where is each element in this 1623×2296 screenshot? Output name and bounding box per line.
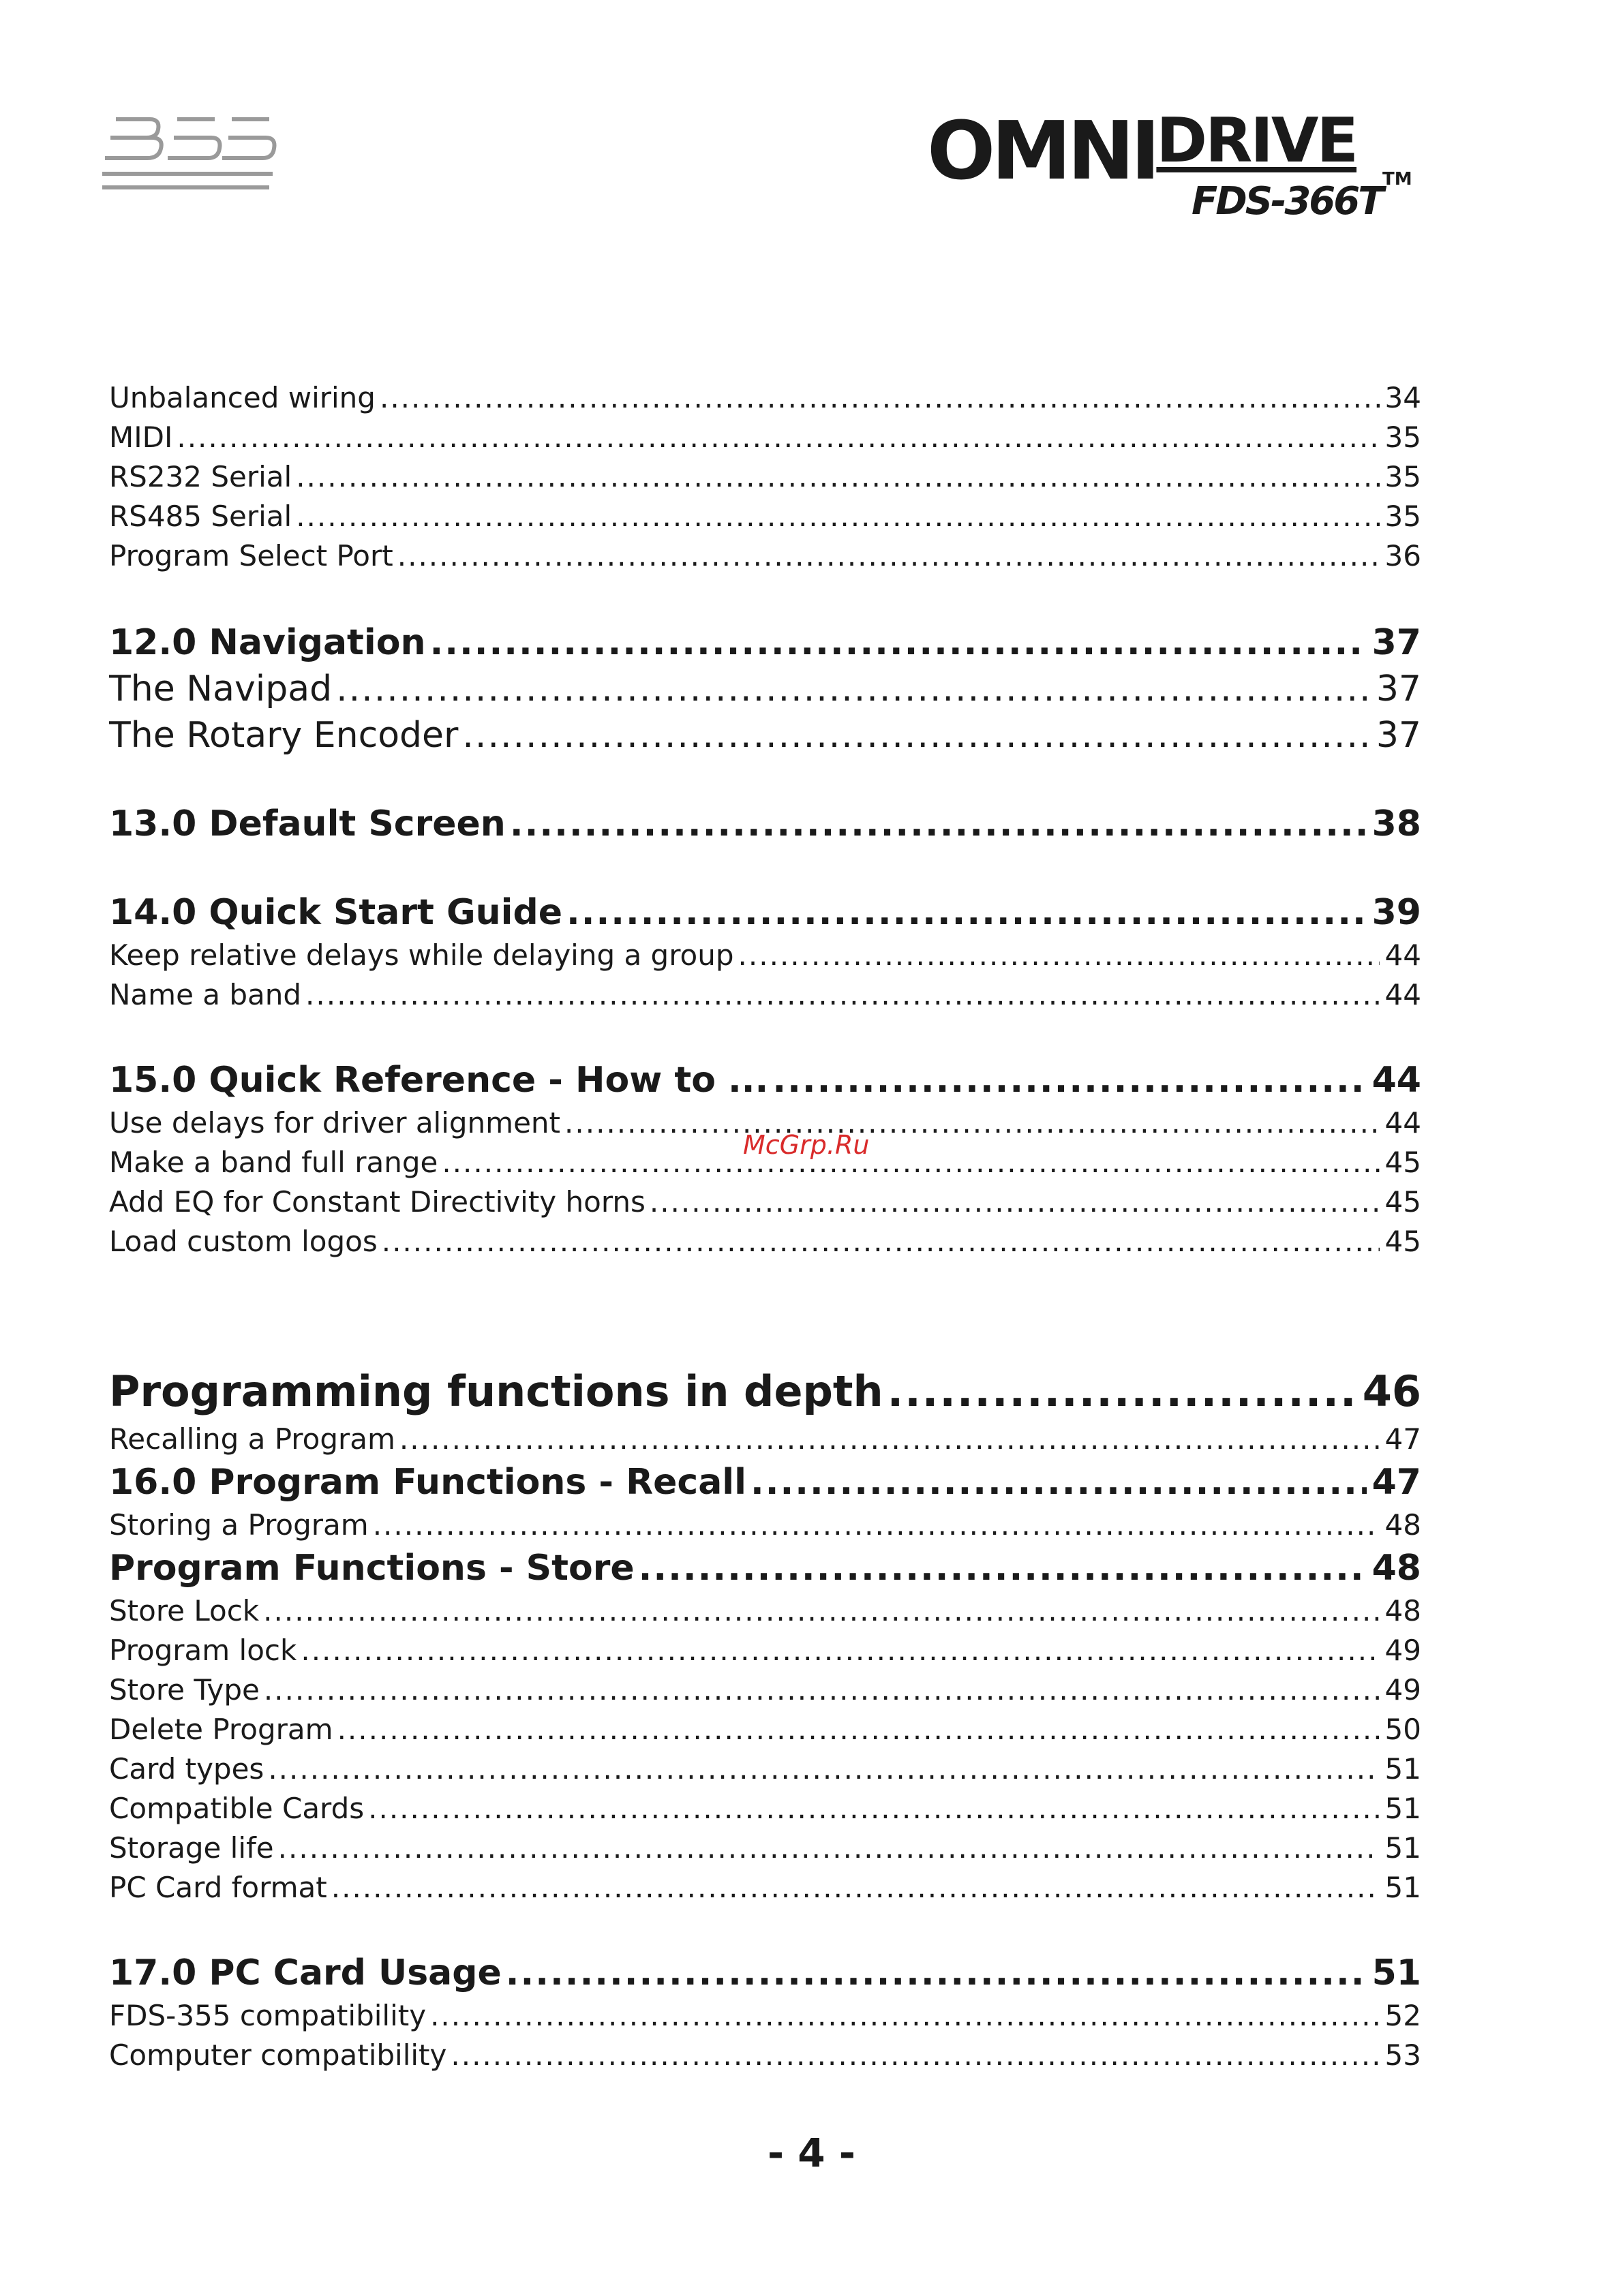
toc-entry-page: 39 xyxy=(1371,892,1421,933)
toc-entry-page: 34 xyxy=(1384,381,1421,414)
toc-dot-leader xyxy=(639,1545,1367,1591)
toc-entry xyxy=(109,1950,1421,1996)
toc-entry-title: RS232 Serial xyxy=(109,460,292,493)
toc-entry xyxy=(109,975,1421,1015)
toc-entry xyxy=(109,1591,1421,1631)
toc-dot-leader xyxy=(888,1364,1357,1420)
toc-entry-page: 48 xyxy=(1384,1508,1421,1542)
toc-entry-page: 53 xyxy=(1384,2038,1421,2072)
toc-entry xyxy=(109,1631,1421,1670)
toc-entry-title: Keep relative delays while delaying a group xyxy=(109,938,734,972)
toc-entry-title: Add EQ for Constant Directivity horns xyxy=(109,1185,646,1219)
toc-dot-leader xyxy=(331,1868,1380,1908)
toc-entry-title: Program Select Port xyxy=(109,539,393,572)
toc-entry-page: 44 xyxy=(1384,978,1421,1011)
toc-entry xyxy=(109,497,1421,536)
toc-entry xyxy=(109,457,1421,497)
toc-entry xyxy=(109,936,1421,975)
toc-entry-page: 51 xyxy=(1371,1953,1421,1993)
bss-logo xyxy=(102,109,279,198)
toc-dot-leader xyxy=(510,801,1367,847)
toc-dot-leader xyxy=(337,1710,1380,1749)
toc-entry-page: 48 xyxy=(1371,1548,1421,1589)
trademark-mark: TM xyxy=(1382,169,1412,189)
toc-entry-page: 51 xyxy=(1384,1831,1421,1865)
toc-entry xyxy=(109,889,1421,936)
toc-entry-page: 45 xyxy=(1384,1225,1421,1258)
omni-text: OMNI xyxy=(927,104,1157,198)
toc-dot-leader xyxy=(429,619,1366,666)
toc-entry-page: 35 xyxy=(1384,460,1421,493)
toc-entry xyxy=(109,418,1421,457)
toc-entry-title: 17.0 PC Card Usage xyxy=(109,1953,502,1993)
toc-dot-leader xyxy=(296,457,1379,497)
toc-entry-page: 44 xyxy=(1384,938,1421,972)
toc-entry-title: Store Lock xyxy=(109,1594,260,1627)
toc-entry-title: 13.0 Default Screen xyxy=(109,803,506,844)
toc-dot-leader xyxy=(451,2036,1379,2075)
toc-entry-title: Compatible Cards xyxy=(109,1792,365,1825)
toc-entry xyxy=(109,536,1421,576)
watermark-text: McGrp.Ru xyxy=(743,1130,870,1160)
toc-dot-leader xyxy=(750,1459,1367,1505)
toc-dot-leader xyxy=(462,712,1370,759)
toc-entry-title: 16.0 Program Functions - Recall xyxy=(109,1462,746,1503)
toc-entry-page: 44 xyxy=(1384,1106,1421,1139)
toc-dot-leader xyxy=(564,1103,1380,1143)
toc-entry-page: 49 xyxy=(1384,1634,1421,1667)
toc-entry xyxy=(109,1222,1421,1261)
toc-entry-title: The Navipad xyxy=(109,669,333,709)
toc-entry-title: Store Type xyxy=(109,1673,260,1706)
toc-entry xyxy=(109,1505,1421,1545)
toc-entry xyxy=(109,1710,1421,1749)
toc-dot-leader xyxy=(268,1749,1379,1789)
toc-entry-page: 45 xyxy=(1384,1146,1421,1179)
toc-entry xyxy=(109,1459,1421,1505)
omnidrive-logo xyxy=(927,102,1459,232)
toc-dot-leader xyxy=(301,1631,1379,1670)
toc-dot-leader xyxy=(506,1950,1367,1996)
toc-entry xyxy=(109,2036,1421,2075)
toc-entry xyxy=(109,1364,1421,1420)
toc-entry-page: 47 xyxy=(1384,1422,1421,1456)
toc-entry-page: 48 xyxy=(1384,1594,1421,1627)
toc-dot-leader xyxy=(650,1182,1380,1222)
toc-entry-title: PC Card format xyxy=(109,1871,327,1904)
toc-dot-leader xyxy=(442,1143,1379,1182)
toc-entry-title: Program lock xyxy=(109,1634,297,1667)
toc-entry-page: 37 xyxy=(1376,669,1421,709)
toc-entry-page: 44 xyxy=(1371,1060,1421,1101)
toc-dot-leader xyxy=(368,1789,1379,1828)
toc-entry xyxy=(109,801,1421,847)
toc-entry xyxy=(109,378,1421,418)
toc-dot-leader xyxy=(566,889,1367,936)
toc-entry xyxy=(109,1749,1421,1789)
toc-entry-page: 35 xyxy=(1384,420,1421,454)
product-model: FDS-366T xyxy=(1192,179,1382,224)
toc-dot-leader xyxy=(399,1420,1380,1459)
toc-dot-leader xyxy=(397,536,1380,576)
toc-entry xyxy=(109,1182,1421,1222)
toc-entry xyxy=(109,1670,1421,1710)
toc-entry-page: 35 xyxy=(1384,500,1421,533)
toc-entry xyxy=(109,1057,1421,1103)
toc-entry-title: Load custom logos xyxy=(109,1225,378,1258)
toc-entry xyxy=(109,619,1421,666)
toc-entry-page: 52 xyxy=(1384,1999,1421,2032)
toc-entry-title: Delete Program xyxy=(109,1713,333,1746)
toc-dot-leader xyxy=(430,1996,1379,2036)
toc-entry-title: Computer compatibility xyxy=(109,2038,447,2072)
page-number: - 4 - xyxy=(768,2130,855,2176)
toc-entry-title: FDS-355 compatibility xyxy=(109,1999,427,2032)
toc-entry-title: Recalling a Program xyxy=(109,1422,395,1456)
drive-text: DRIVE xyxy=(1156,105,1357,177)
toc-entry xyxy=(109,1868,1421,1908)
toc-entry-page: 46 xyxy=(1362,1366,1421,1416)
toc-dot-leader xyxy=(380,378,1380,418)
toc-entry-title: MIDI xyxy=(109,420,173,454)
toc-entry-title: 12.0 Navigation xyxy=(109,622,426,663)
toc-dot-leader xyxy=(305,975,1380,1015)
toc-entry-title: Program Functions - Store xyxy=(109,1548,635,1589)
toc-entry-page: 38 xyxy=(1371,803,1421,844)
toc-entry-page: 47 xyxy=(1371,1462,1421,1503)
toc-dot-leader xyxy=(296,497,1379,536)
toc-entry xyxy=(109,1996,1421,2036)
toc-entry-page: 50 xyxy=(1384,1713,1421,1746)
toc-entry xyxy=(109,666,1421,712)
bss-logo-graphic xyxy=(102,109,279,198)
toc-entry-page: 51 xyxy=(1384,1871,1421,1904)
toc-entry xyxy=(109,712,1421,759)
toc-entry-title: Storage life xyxy=(109,1831,274,1865)
toc-entry-page: 51 xyxy=(1384,1752,1421,1786)
toc-entry xyxy=(109,1789,1421,1828)
toc-entry-title: 14.0 Quick Start Guide xyxy=(109,892,562,933)
toc-entry-page: 37 xyxy=(1376,715,1421,756)
toc-dot-leader xyxy=(738,936,1380,975)
toc-entry-title: Unbalanced wiring xyxy=(109,381,376,414)
toc-entry-title: Make a band full range xyxy=(109,1146,438,1179)
toc-entry xyxy=(109,1420,1421,1459)
toc-entry-title: Programming functions in depth xyxy=(109,1366,883,1416)
toc-dot-leader xyxy=(336,666,1371,712)
toc-dot-leader xyxy=(772,1057,1366,1103)
toc-entry-title: RS485 Serial xyxy=(109,500,292,533)
toc-entry xyxy=(109,1545,1421,1591)
toc-dot-leader xyxy=(177,418,1379,457)
toc-entry-page: 45 xyxy=(1384,1185,1421,1219)
toc-dot-leader xyxy=(264,1670,1380,1710)
toc-entry-title: Name a band xyxy=(109,978,302,1011)
table-of-contents xyxy=(109,378,1421,2075)
toc-entry-title: Storing a Program xyxy=(109,1508,369,1542)
toc-entry-page: 37 xyxy=(1371,622,1421,663)
toc-entry-page: 51 xyxy=(1384,1792,1421,1825)
toc-entry-page: 49 xyxy=(1384,1673,1421,1706)
toc-entry-title: The Rotary Encoder xyxy=(109,715,459,756)
toc-dot-leader xyxy=(263,1591,1379,1631)
toc-dot-leader xyxy=(278,1828,1380,1868)
toc-entry-title: 15.0 Quick Reference - How to ... xyxy=(109,1060,769,1101)
toc-entry-title: Use delays for driver alignment xyxy=(109,1106,561,1139)
toc-dot-leader xyxy=(382,1222,1380,1261)
toc-entry-page: 36 xyxy=(1384,539,1421,572)
toc-entry-title: Card types xyxy=(109,1752,264,1786)
toc-dot-leader xyxy=(373,1505,1380,1545)
toc-entry xyxy=(109,1828,1421,1868)
